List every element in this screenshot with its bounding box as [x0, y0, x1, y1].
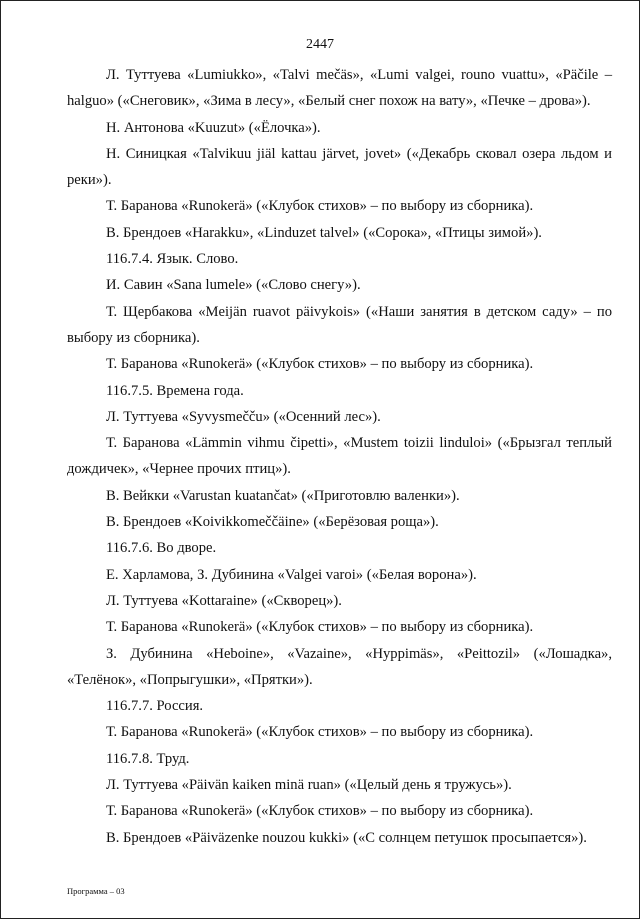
paragraph: В. Брендоев «Päiväzenke nouzou kukki» («С солнцем петушок просыпается»). [106, 829, 587, 846]
paragraph: Т. Баранова «Runokerä» («Клубок стихов» – по выбору из сборника). [106, 724, 534, 741]
document-body [67, 62, 612, 851]
paragraph: Л. Туттуева «Syvysmečču» («Осенний лес»). [106, 408, 381, 425]
paragraph: Л. Туттуева «Kottaraine» («Скворец»). [106, 592, 342, 609]
paragraph: В. Брендоев «Harakku», «Linduzet talvel» («Сорока», «Птицы зимой»). [106, 224, 542, 241]
paragraph: Н. Антонова «Kuuzut» («Ёлочка»). [106, 119, 321, 136]
paragraph: Е. Харламова, З. Дубинина «Valgei varoi» («Белая ворона»). [106, 566, 477, 583]
paragraph: В. Брендоев «Koivikkomeččäine» («Берёзовая роща»). [106, 514, 439, 531]
section-heading: 116.7.7. Россия. [106, 698, 204, 715]
page-number: 2447 [306, 37, 334, 52]
paragraph: Т. Баранова «Runokerä» («Клубок стихов» – по выбору из сборника). [106, 619, 534, 636]
paragraph: Т. Щербакова «Meijän ruavot päivykois» («Наши занятия в детском саду» – по выбору из сборника). [67, 303, 612, 346]
section-heading: 116.7.6. Во дворе. [106, 540, 217, 557]
footer-note: Программа – 03 [67, 886, 125, 896]
paragraph: З. Дубинина «Heboine», «Vazaine», «Hyppimäs», «Peittozil» («Лошадка», «Телёнок», «Попрыгушки», «Прятки»). [67, 645, 612, 688]
paragraph: Т. Баранова «Runokerä» («Клубок стихов» – по выбору из сборника). [106, 356, 534, 373]
paragraph: В. Вейкки «Varustan kuatančat» («Приготовлю валенки»). [106, 487, 460, 504]
paragraph: Н. Синицкая «Talvikuu jiäl kattau järvet, jovet» («Декабрь сковал озера льдом и реки»). [67, 145, 612, 189]
paragraph: Л. Туттуева «Päivän kaiken minä ruan» («Целый день я тружусь»). [106, 777, 512, 794]
paragraph: И. Савин «Sana lumele» («Слово снегу»). [106, 277, 361, 294]
section-heading: 116.7.5. Времена года. [106, 382, 244, 399]
paragraph: Т. Баранова «Runokerä» («Клубок стихов» – по выбору из сборника). [106, 803, 534, 820]
paragraph: Л. Туттуева «Lumiukko», «Talvi mečäs», «Lumi valgei, rouno vuattu», «Päčile – halguo» («Снеговик», «Зима в лесу», «Белый снег похож на вату», «Печке – дрова»). [67, 67, 612, 110]
section-heading: 116.7.8. Труд. [106, 750, 190, 767]
paragraph: Т. Баранова «Lämmin vihmu čipetti», «Mustem toizii linduloi» («Брызгал теплый дождичек», «Чернее прочих птиц»). [67, 435, 612, 478]
section-heading: 116.7.4. Язык. Слово. [106, 251, 239, 268]
paragraph: Т. Баранова «Runokerä» («Клубок стихов» – по выбору из сборника). [106, 198, 534, 215]
